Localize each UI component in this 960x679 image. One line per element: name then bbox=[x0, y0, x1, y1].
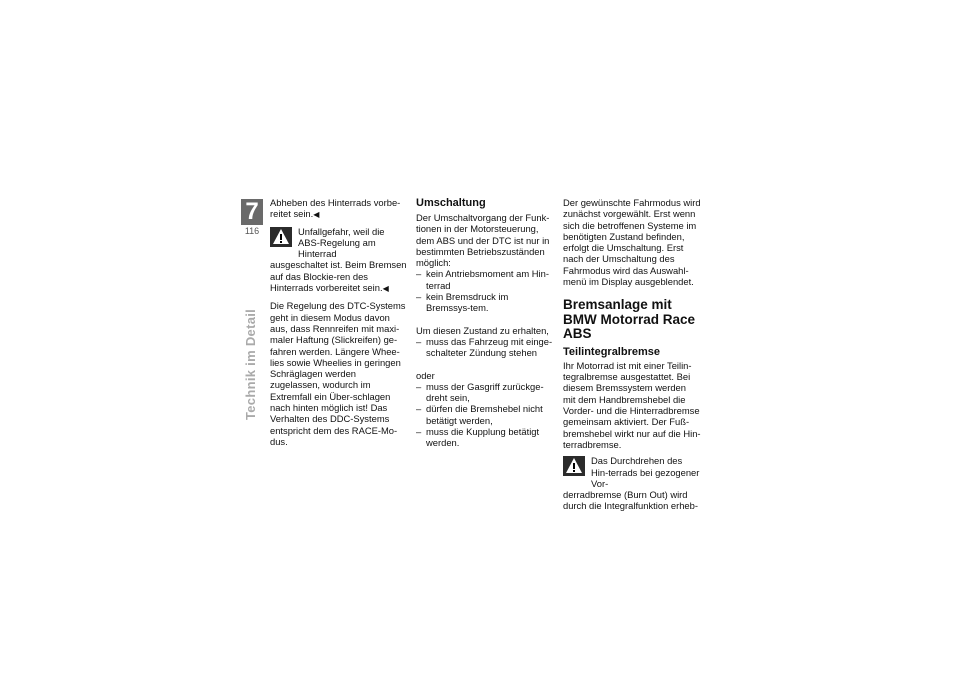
list-item: – kein Antriebsmoment am Hin-terrad bbox=[416, 268, 554, 291]
chapter-number: 7 bbox=[241, 199, 263, 225]
warning-triangle-icon bbox=[563, 456, 585, 476]
warning-block bbox=[270, 226, 408, 295]
warning-text-head: Das Durchdrehen des Hin-terrads bei gezogener Vor- bbox=[591, 455, 700, 489]
paragraph: oder bbox=[416, 369, 435, 381]
warning-block bbox=[563, 455, 701, 511]
warning-triangle-icon bbox=[270, 227, 292, 247]
dash-list bbox=[416, 336, 554, 359]
section-heading: Umschaltung bbox=[416, 197, 486, 209]
list-item: – kein Bremsdruck im Bremssys-tem. bbox=[416, 291, 554, 314]
warning-text-head: Unfallgefahr, weil die ABS-Regelung am Hinterrad bbox=[298, 225, 385, 260]
column-2 bbox=[416, 197, 554, 449]
column-1 bbox=[270, 197, 408, 447]
end-mark: ◀ bbox=[313, 210, 320, 220]
list-item: – muss das Fahrzeug mit einge-schalteter Zündung stehen bbox=[416, 336, 554, 359]
warning-text-tail: ausgeschaltet ist. Beim Bremsen auf das Blockie-ren des Hinterrads vorbereitet sein. bbox=[270, 259, 407, 294]
paragraph: Abheben des Hinterrads vorbe-reitet sein.◀ bbox=[270, 197, 401, 220]
end-mark: ◀ bbox=[382, 284, 389, 294]
paragraph: Um diesen Zustand zu erhalten, bbox=[416, 324, 549, 336]
warning-text-tail: derradbremse (Burn Out) wird durch die Integralfunktion erheb- bbox=[563, 489, 698, 512]
paragraph: Der Umschaltvorgang der Funk-tionen in der Motorsteuerung, dem ABS und der DTC ist nur in bestimmten Betriebszuständen möglich: bbox=[416, 212, 550, 269]
subsection-heading: Teilintegralbremse bbox=[563, 345, 660, 358]
dash-list bbox=[416, 268, 554, 313]
dash-list bbox=[416, 381, 554, 449]
column-3 bbox=[563, 197, 701, 512]
paragraph: Ihr Motorrad ist mit einer Teilin-tegralbremse ausgestattet. Bei diesem Bremssystem werden mit dem Handbremshebel die Vorder- und die Hinterradbremse gemeinsam aktiviert. Der Fuß-bremshebel wirkt nur auf die Hin-terradbremse. bbox=[563, 359, 701, 450]
section-heading: Bremsanlage mit BMW Motorrad Race ABS bbox=[563, 297, 696, 342]
paragraph: Der gewünschte Fahrmodus wird zunächst vorgewählt. Erst wenn sich die betroffenen Systeme im benötigten Zustand befinden, erfolgt die Umschaltung. Erst nach der Umschaltung des Fahrmodus wird das Auswahl-menü im Display ausgeblendet. bbox=[563, 197, 701, 288]
list-item: – dürfen die Bremshebel nicht betätigt werden, bbox=[416, 403, 554, 426]
list-item: – muss der Gasgriff zurückge-dreht sein, bbox=[416, 381, 554, 404]
page-number: 116 bbox=[244, 226, 260, 236]
list-item: – muss die Kupplung betätigt werden. bbox=[416, 426, 554, 449]
chapter-title: Technik im Detail bbox=[243, 308, 258, 420]
paragraph: Die Regelung des DTC-Systems geht in diesem Modus davon aus, dass Rennreifen mit maxi-maler Haftung (Slickreifen) ge-fahren werden. Längere Whee-lies sowie Wheelies in geringen Schräglagen werden zugelassen, wodurch im Extremfall ein Über-schlagen nach hinten möglich ist! Das Verhalten des DDC-Systems entspricht dem des RACE-Mo-dus. bbox=[270, 300, 406, 447]
